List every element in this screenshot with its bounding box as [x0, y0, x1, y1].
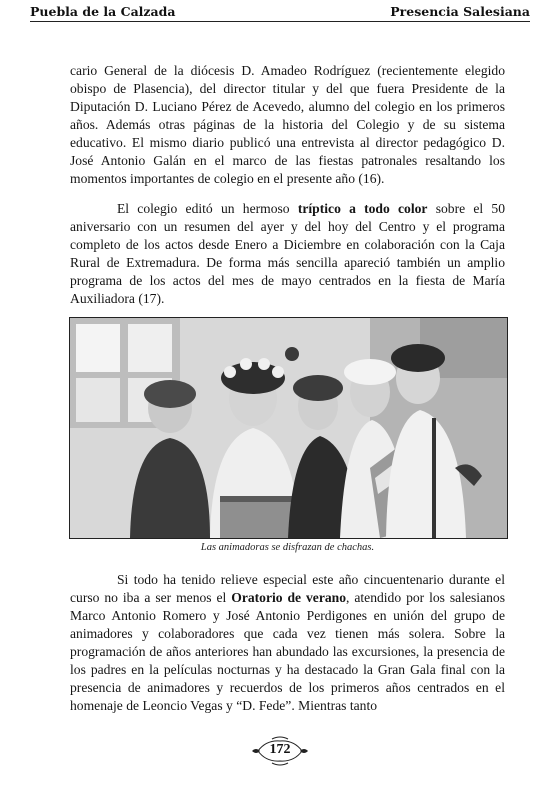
paragraph-3 — [70, 571, 505, 715]
photo-illustration — [70, 318, 507, 538]
page-number: 172 — [269, 742, 291, 757]
paragraph-3-text-end: , atendido por los salesianos Marco Antonio Romero y José Antonio Perdigones en unión del grupo de animadores y colaboradores que cada vez tienen más solera. Sobre la programación de años anteriores han abundado las excursiones, la presencia de los padres en la películas nocturnas y ha destacado la Gran Gala final con la presencia de animadores y recuerdos de los primeros años centrados en el homenaje de Leoncio Vegas y “D. Fede”. Mientras tanto — [70, 590, 506, 713]
photo-animadoras — [69, 317, 508, 539]
running-head — [30, 2, 530, 22]
running-head-left: Puebla de la Calzada — [30, 4, 176, 19]
paragraph-2-text-end: sobre el 50 aniversario con un resumen del ayer y del hoy del Centro y el programa completo de los actos desde Enero a Diciembre en colaboración con la Caja Rural de Extremadura. De forma más sencilla apareció también un amplio programa de los actos del mes de mayo centrados en la fiesta de María Auxiliadora (17). — [70, 201, 505, 306]
paragraph-2 — [70, 200, 505, 308]
paragraph-2-bold: tríptico a todo color — [297, 201, 428, 216]
paragraph-3-text-start: Si todo ha tenido relieve especial este año cincuentenario durante el curso no iba a ser menos el — [70, 572, 505, 605]
running-head-right: Presencia Salesiana — [390, 4, 530, 19]
paragraph-1: cario General de la diócesis D. Amadeo Rodríguez (recientemente elegido obispo de Plasencia), del director titular y del que fuera Presidente de la Diputación D. Luciano Pérez de Acevedo, alumno del colegio en los primeros años. Además otras páginas de la historia del Colegio y de su sistema educativo. El mismo diario publicó una entrevista al director pedagógico D. José Antonio Galán en el marco de las fiestas patronales resaltando los momentos importantes de colegio en el presente año (16). — [70, 63, 505, 186]
photo-caption: Las animadoras se disfrazan de chachas. — [200, 542, 375, 553]
page-number-ornament — [250, 736, 310, 766]
header-rule — [30, 21, 530, 22]
paragraph-3-bold: Oratorio de verano — [231, 590, 347, 605]
paragraph-2-text-start: El colegio editó un hermoso — [117, 201, 298, 216]
